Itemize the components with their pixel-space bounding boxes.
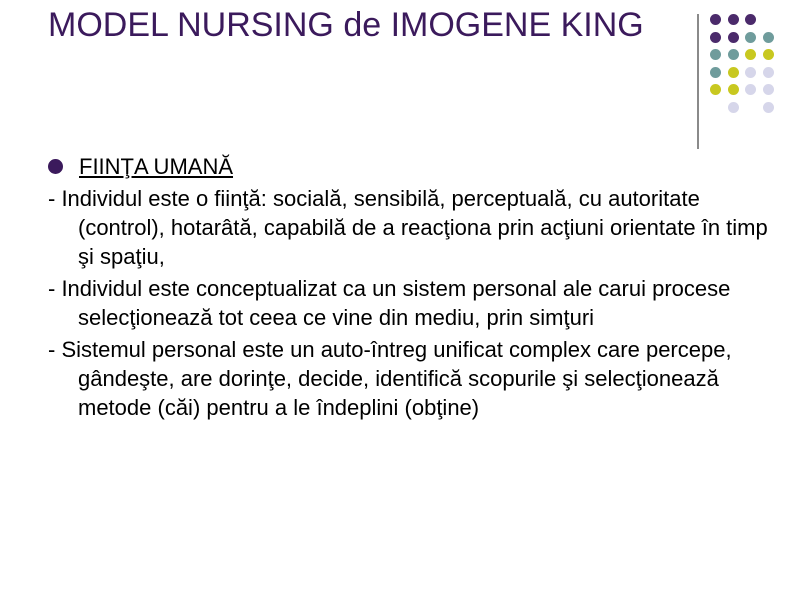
decorative-dot [728, 14, 739, 25]
decorative-dot [745, 14, 756, 25]
decorative-dot [710, 32, 721, 43]
decorative-dot [763, 32, 774, 43]
decorative-dot [745, 67, 756, 78]
slide-body [48, 152, 768, 425]
decorative-dot [728, 32, 739, 43]
decorative-dot [745, 32, 756, 43]
decorative-dot [763, 49, 774, 60]
decorative-dot [710, 67, 721, 78]
decorative-dot-grid [710, 14, 780, 129]
paragraph-3: - Sistemul personal este un auto-întreg unificat complex care percepe, gândeşte, are dorinţe, decide, identifică scopurile şi selecţionează metode (căi) pentru a le îndeplini (obţine) [48, 337, 732, 420]
section-heading: FIINŢA UMANĂ [79, 154, 234, 179]
decorative-dot [763, 102, 774, 113]
decorative-dot [728, 67, 739, 78]
decorative-dot [745, 49, 756, 60]
decorative-dot [710, 84, 721, 95]
paragraph-2: - Individul este conceptualizat ca un sistem personal ale carui procese selecţionează tot ceea ce vine din mediu, prin simţuri [48, 276, 731, 330]
bullet-heading [48, 152, 768, 181]
decorative-dot [728, 49, 739, 60]
decorative-dot [745, 84, 756, 95]
decorative-dot [710, 49, 721, 60]
decorative-dot [763, 84, 774, 95]
bullet-icon [48, 159, 63, 174]
decorative-dot [728, 102, 739, 113]
decorative-dot [763, 67, 774, 78]
decorative-dot [710, 14, 721, 25]
slide-title: MODEL NURSING de IMOGENE KING [48, 6, 644, 44]
decorative-dot [728, 84, 739, 95]
title-divider-line [697, 14, 699, 149]
paragraph-1: - Individul este o fiinţă: socială, sensibilă, perceptuală, cu autoritate (control), hotarâtă, capabilă de a reacţiona prin acţiuni orientate în timp şi spaţiu, [48, 186, 768, 269]
